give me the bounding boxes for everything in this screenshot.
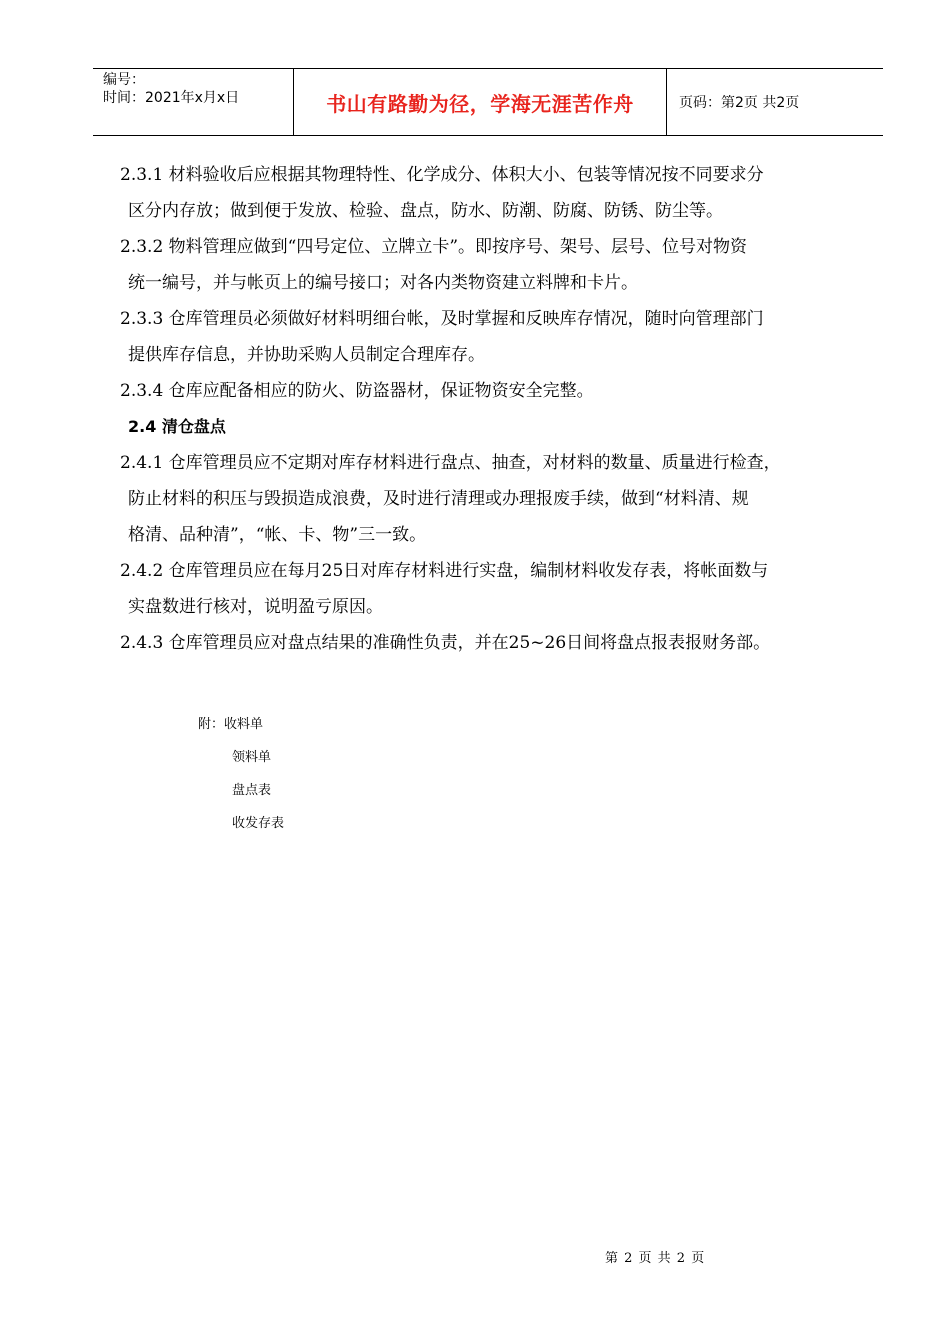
header-meta-cell xyxy=(93,69,294,135)
paragraph-2-4-1 xyxy=(120,445,860,553)
section-heading-2-4 xyxy=(120,409,860,445)
section-title: 2.4 清仓盘点 xyxy=(128,417,226,436)
appendix-label: 附：收料单 xyxy=(198,717,264,732)
paragraph-line: 2.4.2 仓库管理员应在每月25日对库存材料进行实盘，编制材料收发存表，将帐面数与 xyxy=(120,561,769,581)
paragraph-line: 2.3.4 仓库应配备相应的防火、防盗器材，保证物资安全完整。 xyxy=(120,381,594,401)
document-body xyxy=(120,157,860,661)
paragraph-2-3-3 xyxy=(120,301,860,373)
paragraph-line: 2.3.2 物料管理应做到“四号定位、立牌立卡”。即按序号、架号、层号、位号对物资 xyxy=(120,237,748,257)
paragraph-line: 2.3.1 材料验收后应根据其物理特性、化学成分、体积大小、包装等情况按不同要求分 xyxy=(120,165,764,185)
paragraph-2-4-2 xyxy=(120,553,860,625)
page-footer-number: 第 2 页 共 2 页 xyxy=(605,1251,706,1266)
appendix-item: 领料单 xyxy=(232,750,272,765)
paragraph-2-3-1 xyxy=(120,157,860,229)
appendix-item: 盘点表 xyxy=(232,783,272,798)
paragraph-line: 2.4.3 仓库管理员应对盘点结果的准确性负责，并在25~26日间将盘点报表报财务部。 xyxy=(120,633,771,653)
paragraph-2-4-3 xyxy=(120,625,860,661)
paragraph-line: 区分内存放；做到便于发放、检验、盘点，防水、防潮、防腐、防锈、防尘等。 xyxy=(128,201,723,221)
header-page-info: 页码：第2页 共2页 xyxy=(679,95,800,111)
paragraph-line: 实盘数进行核对，说明盈亏原因。 xyxy=(128,597,383,617)
page-header xyxy=(93,68,883,136)
header-motto: 书山有路勤为径，学海无涯苦作舟 xyxy=(294,69,667,135)
appendix-list xyxy=(198,708,284,840)
paragraph-line: 2.4.1 仓库管理员应不定期对库存材料进行盘点、抽查，对材料的数量、质量进行检查， xyxy=(120,453,781,473)
paragraph-line: 提供库存信息，并协助采购人员制定合理库存。 xyxy=(128,345,485,365)
document-time-label: 时间：2021年x月x日 xyxy=(103,90,240,106)
paragraph-line: 统一编号，并与帐页上的编号接口；对各内类物资建立料牌和卡片。 xyxy=(128,273,638,293)
document-number-label: 编号： xyxy=(103,72,145,88)
paragraph-line: 2.3.3 仓库管理员必须做好材料明细台帐，及时掌握和反映库存情况，随时向管理部门 xyxy=(120,309,764,329)
paragraph-line: 格清、品种清”，“帐、卡、物”三一致。 xyxy=(128,525,427,545)
appendix-item: 收发存表 xyxy=(232,816,285,831)
paragraph-2-3-4 xyxy=(120,373,860,409)
paragraph-2-3-2 xyxy=(120,229,860,301)
paragraph-line: 防止材料的积压与毁损造成浪费，及时进行清理或办理报废手续，做到“材料清、规 xyxy=(128,489,749,509)
